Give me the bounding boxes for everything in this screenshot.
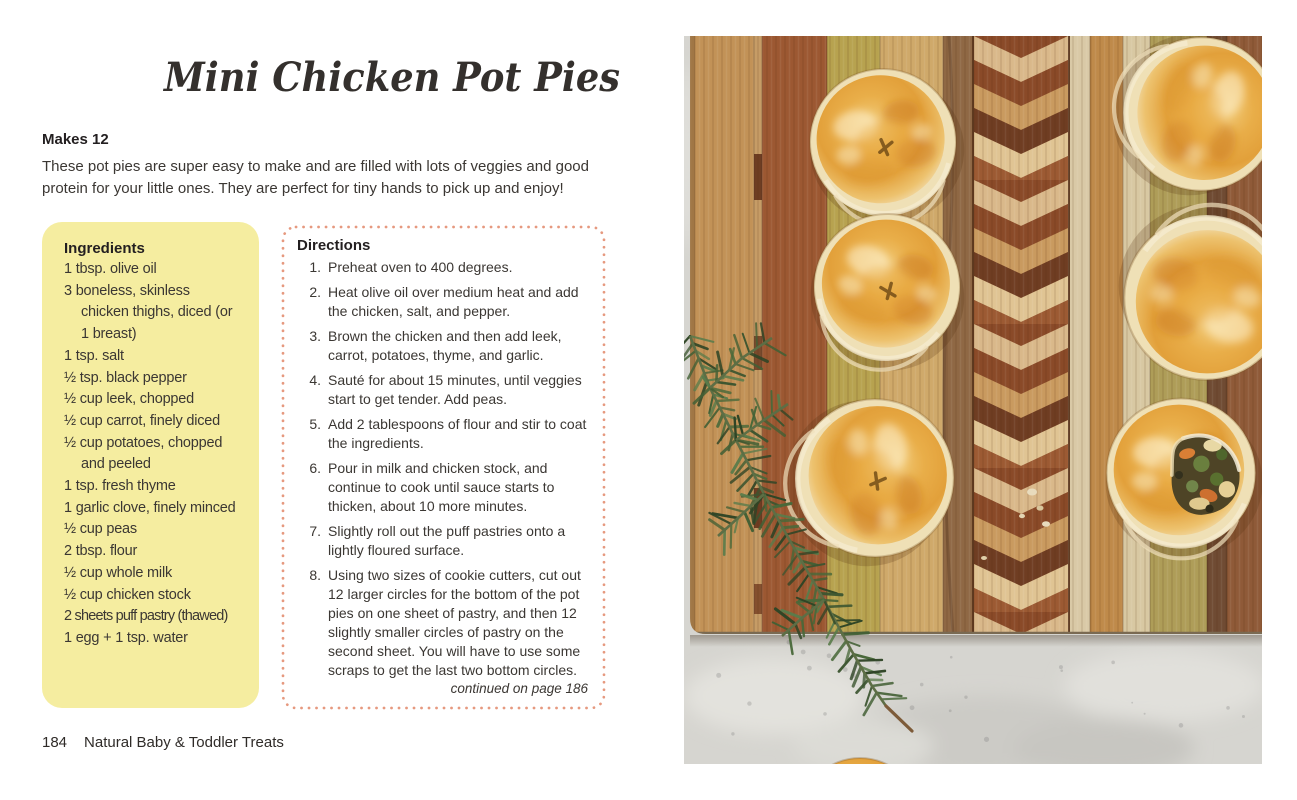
ingredients-box — [42, 222, 259, 708]
step-text: Preheat oven to 400 degrees. — [328, 259, 513, 275]
recipe-title: Mini Chicken Pot Pies — [164, 54, 621, 101]
direction-step — [297, 522, 589, 560]
book-title: Natural Baby & Toddler Treats — [84, 734, 284, 751]
step-number: 3. — [309, 328, 321, 344]
directions-heading: Directions — [297, 237, 371, 254]
recipe-intro: These pot pies are super easy to make and are filled with lots of veggies and good protein for your little ones. They are perfect for tiny hands to pick up and enjoy! — [42, 158, 589, 197]
step-text: Slightly roll out the puff pastries onto a lightly floured surface. — [328, 523, 566, 558]
ingredient-item: ½ cup chicken stock — [64, 586, 191, 603]
step-number: 6. — [309, 460, 321, 476]
step-number: 1. — [309, 259, 321, 275]
ingredient-item: 3 boneless, skinless chicken thighs, diced (or 1 breast) — [64, 282, 233, 343]
ingredient-item: 1 garlic clove, finely minced — [64, 499, 236, 516]
step-number: 7. — [309, 523, 321, 539]
direction-step — [297, 258, 589, 277]
direction-step — [297, 566, 589, 680]
page-footer — [42, 734, 284, 751]
direction-step — [297, 459, 589, 516]
step-number: 8. — [309, 567, 321, 583]
board-shadow — [690, 635, 1262, 647]
step-text: Heat olive oil over medium heat and add the chicken, salt, and pepper. — [328, 284, 579, 319]
ingredient-item: ½ cup potatoes, chopped and peeled — [64, 434, 223, 473]
direction-step — [297, 371, 589, 409]
recipe-yield: Makes 12 — [42, 131, 109, 148]
direction-step — [297, 327, 589, 365]
step-text: Add 2 tablespoons of flour and stir to coat the ingredients. — [328, 416, 587, 451]
ingredients-heading: Ingredients — [64, 240, 145, 257]
step-number: 5. — [309, 416, 321, 432]
ingredient-item: 1 tsp. salt — [64, 347, 124, 364]
page-number: 184 — [42, 734, 68, 751]
ingredients-list — [64, 259, 236, 650]
ingredient-item: ½ cup carrot, finely diced — [64, 412, 220, 429]
step-text: Brown the chicken and then add leek, carrot, potatoes, thyme, and garlic. — [328, 328, 562, 363]
ingredient-item: 2 sheets puff pastry (thawed) — [64, 608, 228, 625]
continued-note: continued on page 186 — [450, 681, 588, 696]
step-number: 4. — [309, 372, 321, 388]
step-text: Sauté for about 15 minutes, until veggies start to get tender. Add peas. — [328, 372, 582, 407]
ingredient-item: ½ cup leek, chopped — [64, 391, 195, 408]
ingredient-item: ½ cup whole milk — [64, 564, 173, 581]
direction-step — [297, 415, 589, 453]
directions-list — [297, 258, 592, 680]
ingredient-item: 2 tbsp. flour — [64, 543, 138, 560]
ingredient-item: 1 tbsp. olive oil — [64, 261, 157, 277]
recipe-photo — [684, 36, 1262, 764]
photo-svg — [684, 36, 1262, 764]
step-text: Using two sizes of cookie cutters, cut out 12 larger circles for the bottom of the pot pies on one sheet of pastry, and then 12 slightly smaller circles of pastry on the second sheet. You will have to use some scraps to get the last two bottom circles. — [328, 567, 581, 678]
ingredient-item: ½ tsp. black pepper — [64, 369, 187, 386]
step-text: Pour in milk and chicken stock, and continue to cook until sauce starts to thicken, about 10 more minutes. — [328, 460, 555, 514]
direction-step — [297, 283, 589, 321]
step-number: 2. — [309, 284, 321, 300]
ingredient-item: ½ cup peas — [64, 521, 137, 538]
ingredient-item: 1 tsp. fresh thyme — [64, 478, 176, 495]
directions-box — [281, 225, 606, 710]
ingredient-item: 1 egg + 1 tsp. water — [64, 629, 188, 646]
